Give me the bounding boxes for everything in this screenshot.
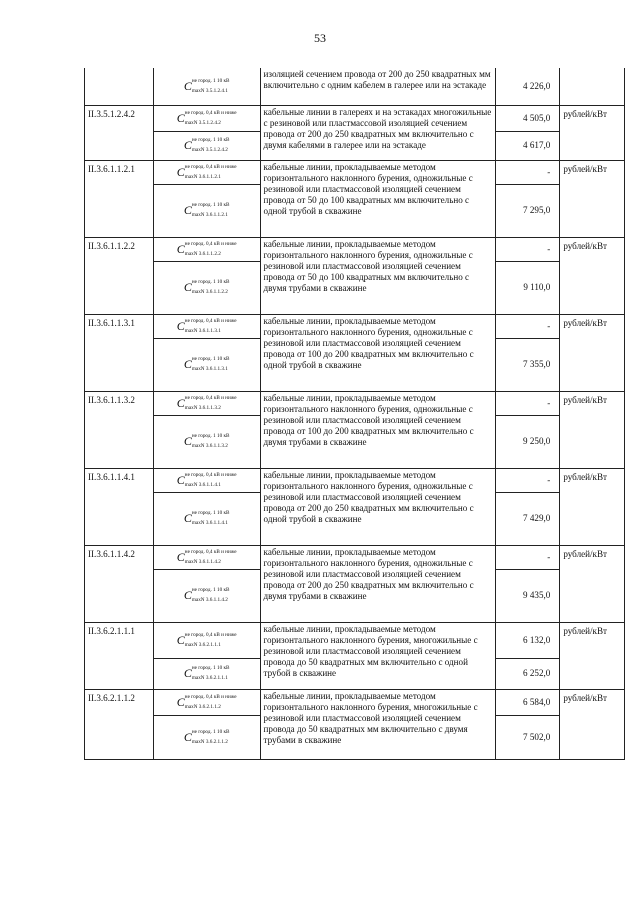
- formula-symbol: [177, 241, 237, 257]
- formula-symbol: [184, 587, 230, 603]
- formula-subscript: maxN 3.6.1.1.4.1: [191, 520, 228, 526]
- item-description: кабельные линии, прокладываемые методом горизонтального наклонного бурения, одножильные с резиновой или пластмассовой изоляцией сечением провода от 200 до 250 квадратных мм включительно с двумя трубами в скважине: [260, 545, 495, 622]
- item-code: II.3.6.1.1.4.2: [85, 545, 154, 622]
- table-row: [85, 160, 625, 184]
- table-row: [85, 391, 625, 415]
- formula-superscript: не город. 1 10 кВ: [191, 77, 230, 84]
- item-description: кабельные линии, прокладываемые методом горизонтального наклонного бурения, одножильные с резиновой или пластмассовой изоляцией сечением провода от 200 до 250 квадратных мм включительно с одной трубой в скважине: [260, 468, 495, 545]
- item-code: II.3.6.1.1.2.2: [85, 237, 154, 314]
- formula-superscript: не город. 0,4 кВ и ниже: [184, 693, 237, 700]
- rate-unit: рублей/кВт: [560, 160, 625, 237]
- rate-unit: рублей/кВт: [560, 314, 625, 391]
- formula-letter: C: [183, 78, 192, 93]
- formula-subscript: maxN 3.5.1.2.4.2: [191, 147, 228, 153]
- rate-formula: [153, 68, 260, 105]
- rate-formula: [153, 658, 260, 689]
- item-code: II.3.6.1.1.4.1: [85, 468, 154, 545]
- item-code: II.3.6.2.1.1.2: [85, 689, 154, 759]
- formula-superscript: не город. 1 10 кВ: [191, 279, 230, 285]
- rate-value: 6 252,0: [495, 658, 560, 689]
- formula-symbol: [177, 395, 237, 411]
- rate-formula: [153, 105, 260, 131]
- formula-symbol: [177, 694, 237, 710]
- rate-formula: [153, 131, 260, 160]
- formula-superscript: не город. 0,4 кВ и ниже: [184, 471, 237, 478]
- formula-superscript: не город. 1 10 кВ: [191, 728, 230, 735]
- table-row: [85, 622, 625, 658]
- formula-symbol: [184, 356, 230, 372]
- formula-subscript: maxN 3.6.1.1.2.2: [191, 289, 228, 295]
- rate-value: 7 429,0: [495, 492, 560, 545]
- formula-symbol: [184, 433, 230, 449]
- formula-symbol: [184, 665, 230, 681]
- formula-symbol: [177, 472, 237, 488]
- formula-subscript: maxN 3.6.1.1.3.2: [184, 404, 221, 411]
- rate-formula: [153, 160, 260, 184]
- formula-superscript: не город. 0,4 кВ и ниже: [184, 548, 237, 555]
- rate-formula: [153, 314, 260, 338]
- formula-symbol: [177, 110, 237, 126]
- formula-symbol: [184, 78, 230, 94]
- formula-subscript: maxN 3.6.1.1.4.1: [184, 481, 221, 488]
- formula-symbol: [177, 632, 237, 648]
- tariff-table-body: [85, 68, 625, 759]
- table-row: [85, 545, 625, 569]
- rate-formula: [153, 545, 260, 569]
- formula-superscript: не город. 1 10 кВ: [191, 433, 230, 439]
- formula-symbol: [184, 729, 230, 745]
- formula-subscript: maxN 3.6.2.1.1.1: [184, 641, 221, 648]
- rate-formula: [153, 338, 260, 391]
- item-code: [85, 68, 154, 105]
- formula-symbol: [177, 549, 237, 565]
- formula-letter: C: [176, 110, 185, 125]
- item-description: кабельные линии, прокладываемые методом горизонтального наклонного бурения, одножильные с резиновой или пластмассовой изоляцией сечением провода от 50 до 100 квадратных мм включительно с одной трубой в скважине: [260, 160, 495, 237]
- formula-letter: C: [176, 549, 185, 564]
- formula-letter: C: [183, 357, 192, 371]
- formula-superscript: не город. 0,4 кВ и ниже: [184, 631, 237, 638]
- formula-letter: C: [183, 666, 192, 680]
- rate-unit: рублей/кВт: [560, 689, 625, 759]
- formula-letter: C: [176, 472, 185, 487]
- table-row: [85, 314, 625, 338]
- rate-formula: [153, 622, 260, 658]
- formula-subscript: maxN 3.6.1.1.2.1: [191, 212, 228, 218]
- rate-value: -: [495, 545, 560, 569]
- formula-letter: C: [176, 318, 185, 333]
- formula-superscript: не город. 1 10 кВ: [191, 202, 230, 208]
- table-row: [85, 105, 625, 131]
- formula-subscript: maxN 3.6.1.1.3.1: [184, 327, 221, 334]
- rate-value: 9 435,0: [495, 569, 560, 622]
- formula-superscript: не город. 1 10 кВ: [191, 137, 230, 143]
- rate-formula: [153, 715, 260, 759]
- rate-value: 4 226,0: [495, 68, 560, 105]
- rate-unit: рублей/кВт: [560, 237, 625, 314]
- formula-subscript: maxN 3.6.1.1.4.2: [184, 558, 221, 565]
- item-description: кабельные линии, прокладываемые методом горизонтального наклонного бурения, многожильные с резиновой или пластмассовой изоляцией сечением провода до 50 квадратных мм включительно с одной трубой в скважине: [260, 622, 495, 689]
- item-description: кабельные линии, прокладываемые методом горизонтального наклонного бурения, одножильные с резиновой или пластмассовой изоляцией сечением провода от 50 до 100 квадратных мм включительно с двумя трубами в скважине: [260, 237, 495, 314]
- formula-letter: C: [176, 694, 185, 709]
- rate-value: -: [495, 160, 560, 184]
- rate-value: 9 110,0: [495, 261, 560, 314]
- formula-subscript: maxN 3.6.1.1.3.1: [191, 366, 228, 372]
- formula-symbol: [184, 510, 230, 526]
- formula-letter: C: [176, 632, 185, 647]
- rate-formula: [153, 689, 260, 715]
- formula-symbol: [184, 137, 230, 153]
- formula-letter: C: [176, 395, 185, 410]
- item-description: кабельные линии, прокладываемые методом горизонтального наклонного бурения, многожильные с резиновой или пластмассовой изоляцией сечением провода до 50 квадратных мм включительно с двумя трубами в скважине: [260, 689, 495, 759]
- formula-letter: C: [183, 434, 192, 448]
- rate-formula: [153, 391, 260, 415]
- formula-subscript: maxN 3.6.1.1.4.2: [191, 597, 228, 603]
- formula-symbol: [177, 164, 237, 180]
- rate-formula: [153, 237, 260, 261]
- formula-subscript: maxN 3.6.2.1.1.1: [191, 675, 228, 681]
- rate-value: -: [495, 468, 560, 492]
- formula-superscript: не город. 0,4 кВ и ниже: [184, 317, 237, 324]
- table-row: [85, 689, 625, 715]
- rate-unit: рублей/кВт: [560, 105, 625, 160]
- formula-subscript: maxN 3.5.1.2.4.1: [191, 87, 228, 94]
- formula-subscript: maxN 3.6.2.1.1.2: [191, 738, 228, 745]
- formula-symbol: [184, 202, 230, 218]
- rate-formula: [153, 492, 260, 545]
- item-code: II.3.6.1.1.2.1: [85, 160, 154, 237]
- rate-formula: [153, 569, 260, 622]
- item-code: II.3.5.1.2.4.2: [85, 105, 154, 160]
- formula-subscript: maxN 3.6.2.1.1.2: [184, 703, 221, 710]
- formula-subscript: maxN 3.6.1.1.2.2: [184, 250, 221, 257]
- table-row: [85, 468, 625, 492]
- formula-superscript: не город. 0,4 кВ и ниже: [184, 240, 237, 247]
- rate-value: 4 505,0: [495, 105, 560, 131]
- rate-unit: рублей/кВт: [560, 545, 625, 622]
- rate-value: 7 295,0: [495, 184, 560, 237]
- rate-value: 6 584,0: [495, 689, 560, 715]
- item-code: II.3.6.2.1.1.1: [85, 622, 154, 689]
- page-number: 53: [314, 31, 326, 45]
- formula-letter: C: [183, 729, 192, 744]
- formula-letter: C: [183, 511, 192, 525]
- rate-value: 7 502,0: [495, 715, 560, 759]
- formula-letter: C: [183, 138, 192, 152]
- formula-letter: C: [183, 588, 192, 602]
- rate-formula: [153, 184, 260, 237]
- item-description: кабельные линии, прокладываемые методом горизонтального наклонного бурения, одножильные с резиновой или пластмассовой изоляцией сечением провода от 100 до 200 квадратных мм включительно с двумя трубами в скважине: [260, 391, 495, 468]
- rate-value: 4 617,0: [495, 131, 560, 160]
- formula-subscript: maxN 3.6.1.1.3.2: [191, 443, 228, 449]
- rate-value: -: [495, 391, 560, 415]
- rate-value: -: [495, 314, 560, 338]
- rate-unit: [560, 68, 625, 105]
- item-code: II.3.6.1.1.3.2: [85, 391, 154, 468]
- item-description: изоляцией сечением провода от 200 до 250 квадратных мм включительно с одним кабелем в галерее или на эстакаде: [260, 68, 495, 105]
- formula-symbol: [184, 279, 230, 295]
- formula-superscript: не город. 1 10 кВ: [191, 356, 230, 362]
- formula-letter: C: [183, 203, 192, 217]
- rate-value: 6 132,0: [495, 622, 560, 658]
- item-description: кабельные линии, прокладываемые методом горизонтального наклонного бурения, одножильные с резиновой или пластмассовой изоляцией сечением провода от 100 до 200 квадратных мм включительно с одной трубой в скважине: [260, 314, 495, 391]
- item-description: кабельные линии в галереях и на эстакадах многожильные с резиновой или пластмассовой изоляцией сечением провода от 200 до 250 квадратных мм включительно с двумя кабелями в галерее или на эстакаде: [260, 105, 495, 160]
- table-row: [85, 68, 625, 105]
- item-code: II.3.6.1.1.3.1: [85, 314, 154, 391]
- formula-superscript: не город. 1 10 кВ: [191, 510, 230, 516]
- formula-letter: C: [183, 280, 192, 294]
- rate-unit: рублей/кВт: [560, 468, 625, 545]
- table-row: [85, 237, 625, 261]
- formula-letter: C: [176, 241, 185, 256]
- formula-superscript: не город. 1 10 кВ: [191, 587, 230, 593]
- rate-formula: [153, 261, 260, 314]
- rate-value: -: [495, 237, 560, 261]
- rate-formula: [153, 468, 260, 492]
- formula-subscript: maxN 3.6.1.1.2.1: [184, 173, 221, 180]
- formula-symbol: [177, 318, 237, 334]
- formula-superscript: не город. 0,4 кВ и ниже: [184, 394, 237, 401]
- rate-unit: рублей/кВт: [560, 622, 625, 689]
- rate-formula: [153, 415, 260, 468]
- rate-value: 7 355,0: [495, 338, 560, 391]
- formula-superscript: не город. 0,4 кВ и ниже: [184, 109, 237, 116]
- formula-subscript: maxN 3.5.1.2.4.2: [184, 119, 221, 126]
- formula-superscript: не город. 0,4 кВ и ниже: [184, 163, 237, 170]
- rate-unit: рублей/кВт: [560, 391, 625, 468]
- formula-letter: C: [176, 164, 185, 179]
- rate-value: 9 250,0: [495, 415, 560, 468]
- formula-superscript: не город. 1 10 кВ: [191, 665, 230, 671]
- tariff-table: [84, 68, 625, 760]
